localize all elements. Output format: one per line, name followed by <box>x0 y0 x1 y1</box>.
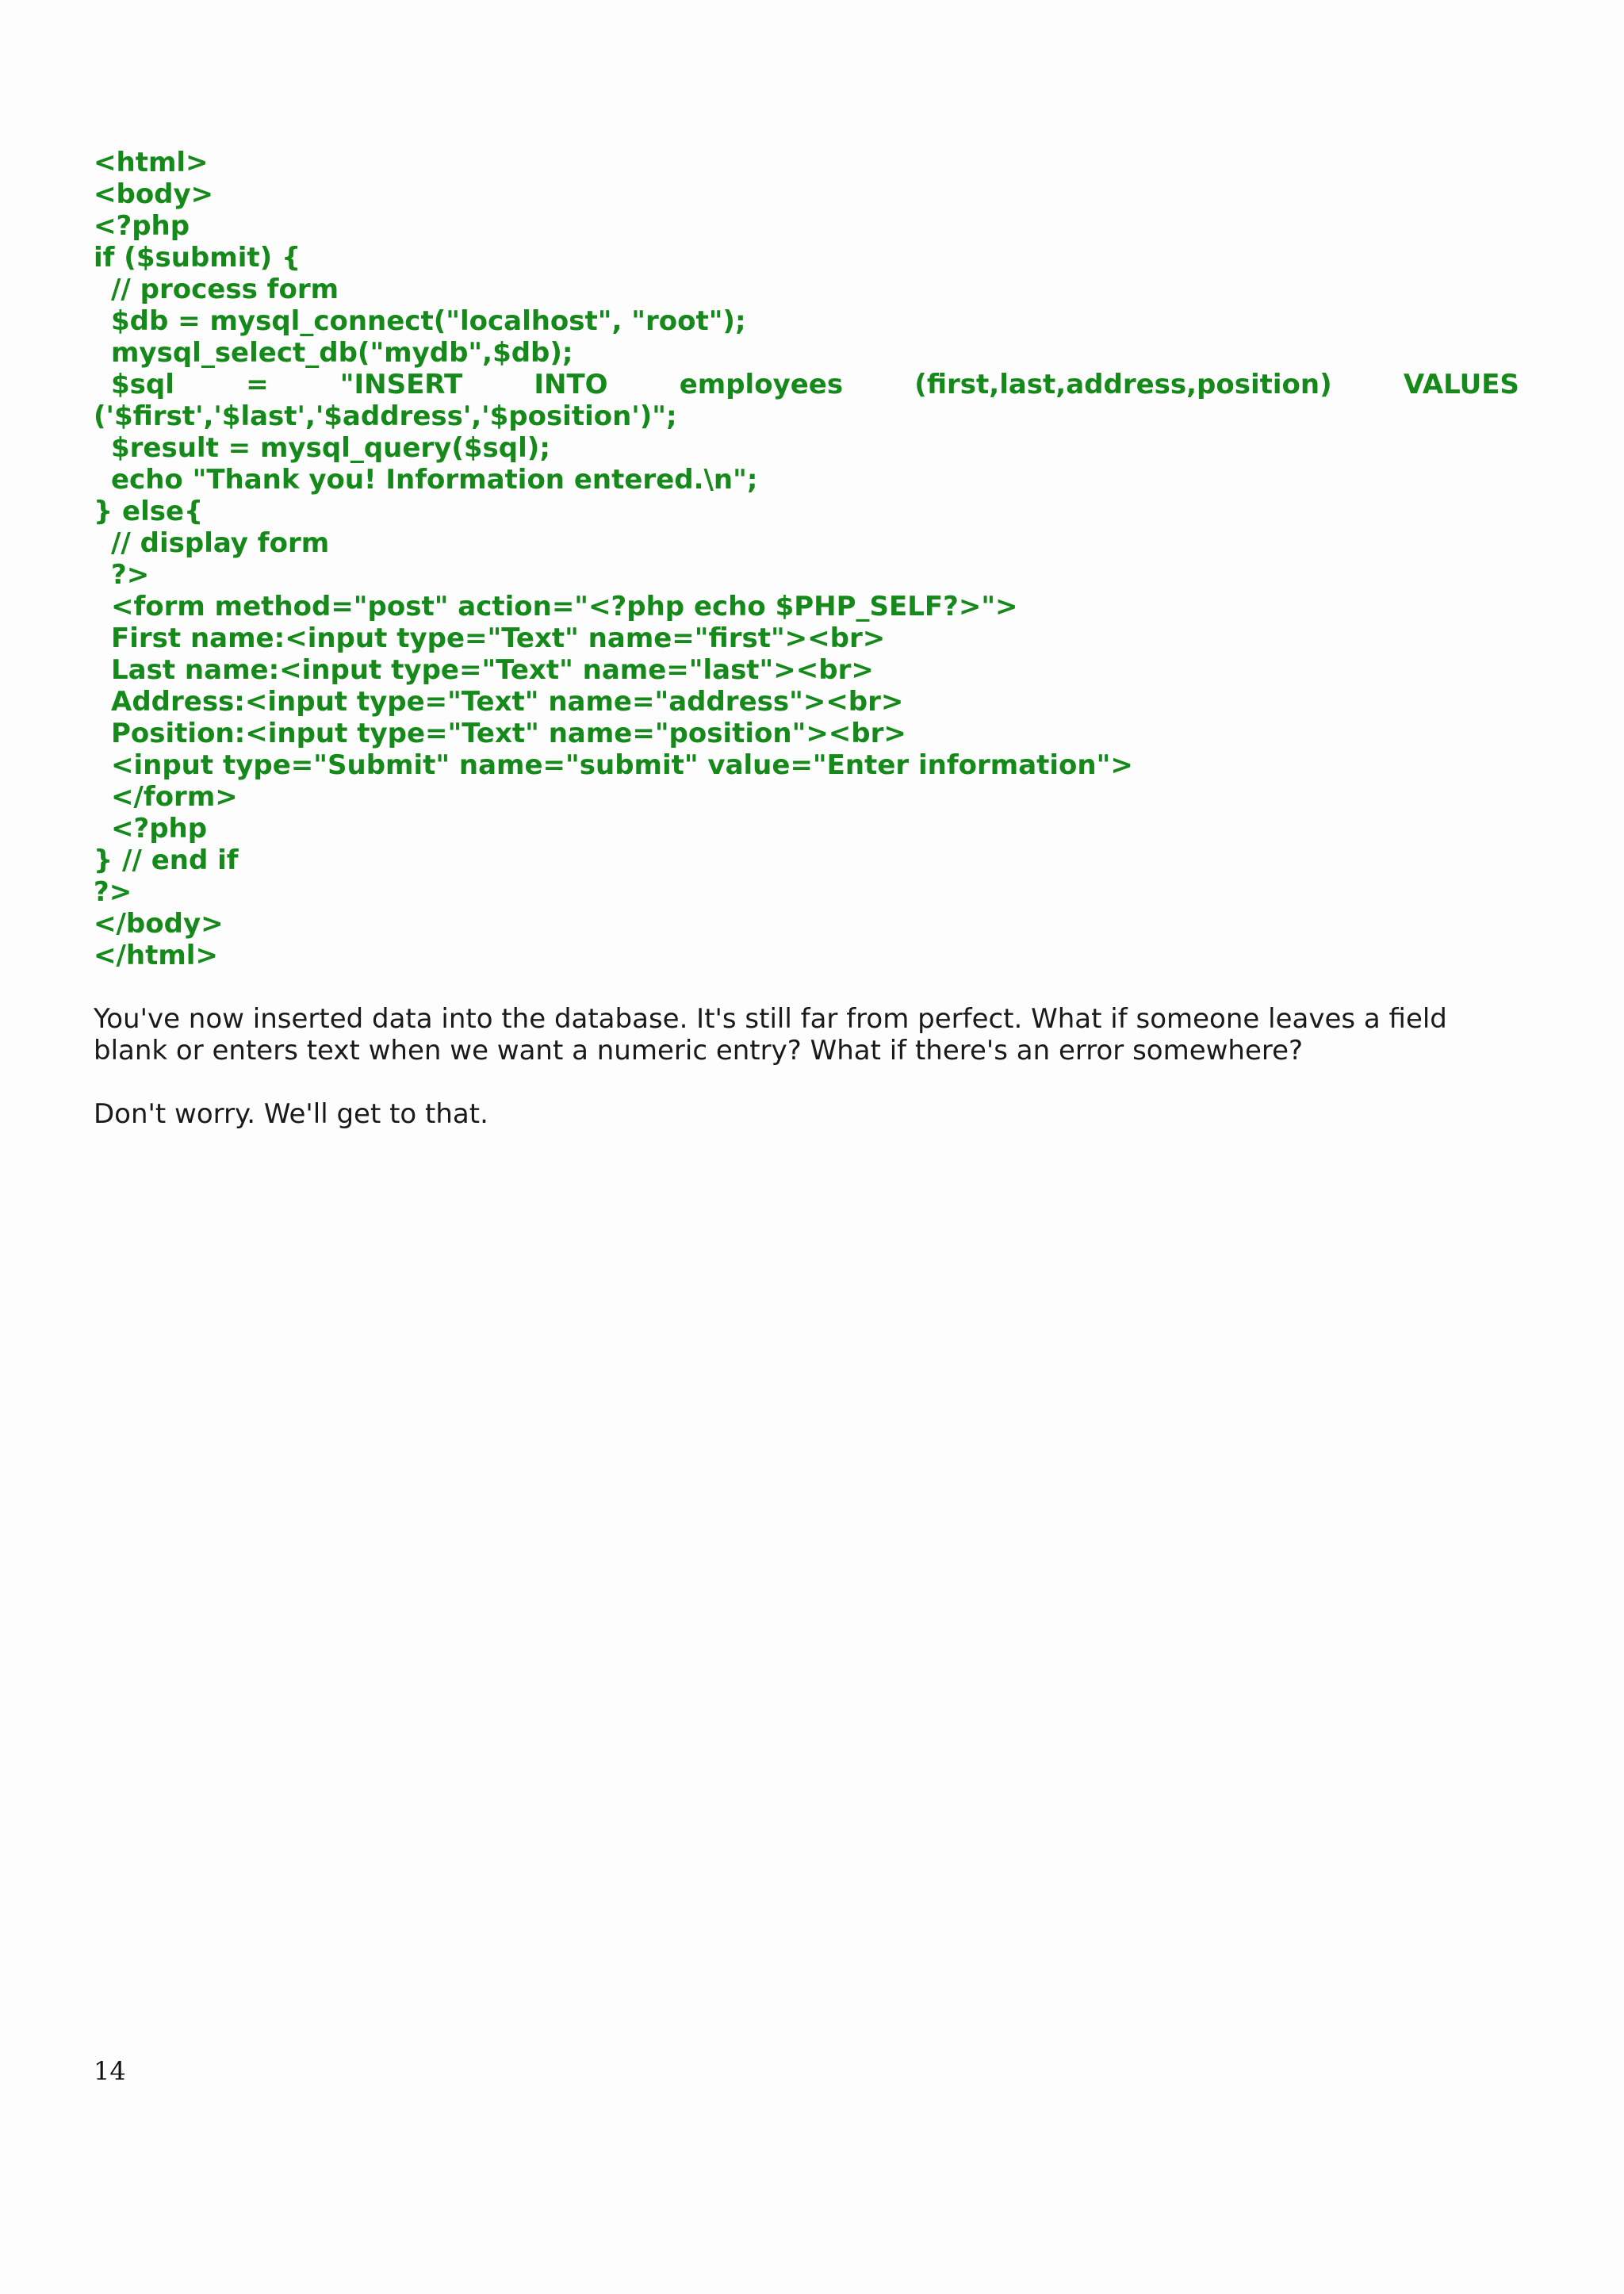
code-line: ('$first','$last','$address','$position')"; <box>94 400 677 432</box>
code-line: Last name:<input type="Text" name="last"><br> <box>111 654 874 686</box>
code-line: } // end if <box>94 844 239 876</box>
code-line: <?php <box>111 813 208 844</box>
code-token: "INSERT <box>339 369 463 400</box>
code-token: $sql <box>111 369 174 400</box>
body-paragraph: You've now inserted data into the database. It's still far from perfect. What if someone leaves a field blank or enters text when we want a numeric entry? What if there's an error somewhere? <box>94 1003 1447 1067</box>
page-number: 14 <box>94 2056 126 2086</box>
code-line: <input type="Submit" name="submit" value="Enter information"> <box>111 749 1133 781</box>
code-token: employees <box>679 369 844 400</box>
code-line: Position:<input type="Text" name="position"><br> <box>111 718 906 749</box>
code-line: Address:<input type="Text" name="address"><br> <box>111 686 904 718</box>
code-token: VALUES <box>1403 369 1519 400</box>
code-token: (first,last,address,position) <box>914 369 1332 400</box>
code-line: echo "Thank you! Information entered.\n"; <box>111 464 758 496</box>
body-paragraph: Don't worry. We'll get to that. <box>94 1098 488 1130</box>
code-line: if ($submit) { <box>94 242 301 274</box>
code-line: </html> <box>94 940 218 971</box>
code-line: First name:<input type="Text" name="first"><br> <box>111 622 886 654</box>
code-line: } else{ <box>94 496 204 527</box>
code-token: INTO <box>534 369 608 400</box>
code-line: </body> <box>94 908 224 940</box>
code-line: $db = mysql_connect("localhost", "root"); <box>111 305 746 337</box>
code-line: // display form <box>111 527 330 559</box>
code-line-justified <box>94 369 1519 400</box>
code-line: <html> <box>94 147 209 178</box>
code-line: <form method="post" action="<?php echo $PHP_SELF?>"> <box>111 591 1018 622</box>
code-line: mysql_select_db("mydb",$db); <box>111 337 573 369</box>
code-line: ?> <box>94 876 132 908</box>
code-line: </form> <box>111 781 238 813</box>
code-line: <?php <box>94 210 190 242</box>
code-line: // process form <box>111 274 339 305</box>
code-line: <body> <box>94 178 214 210</box>
code-listing <box>94 147 1519 971</box>
code-line: ?> <box>111 559 150 591</box>
code-token: = <box>246 369 269 400</box>
code-line: $result = mysql_query($sql); <box>111 432 550 464</box>
